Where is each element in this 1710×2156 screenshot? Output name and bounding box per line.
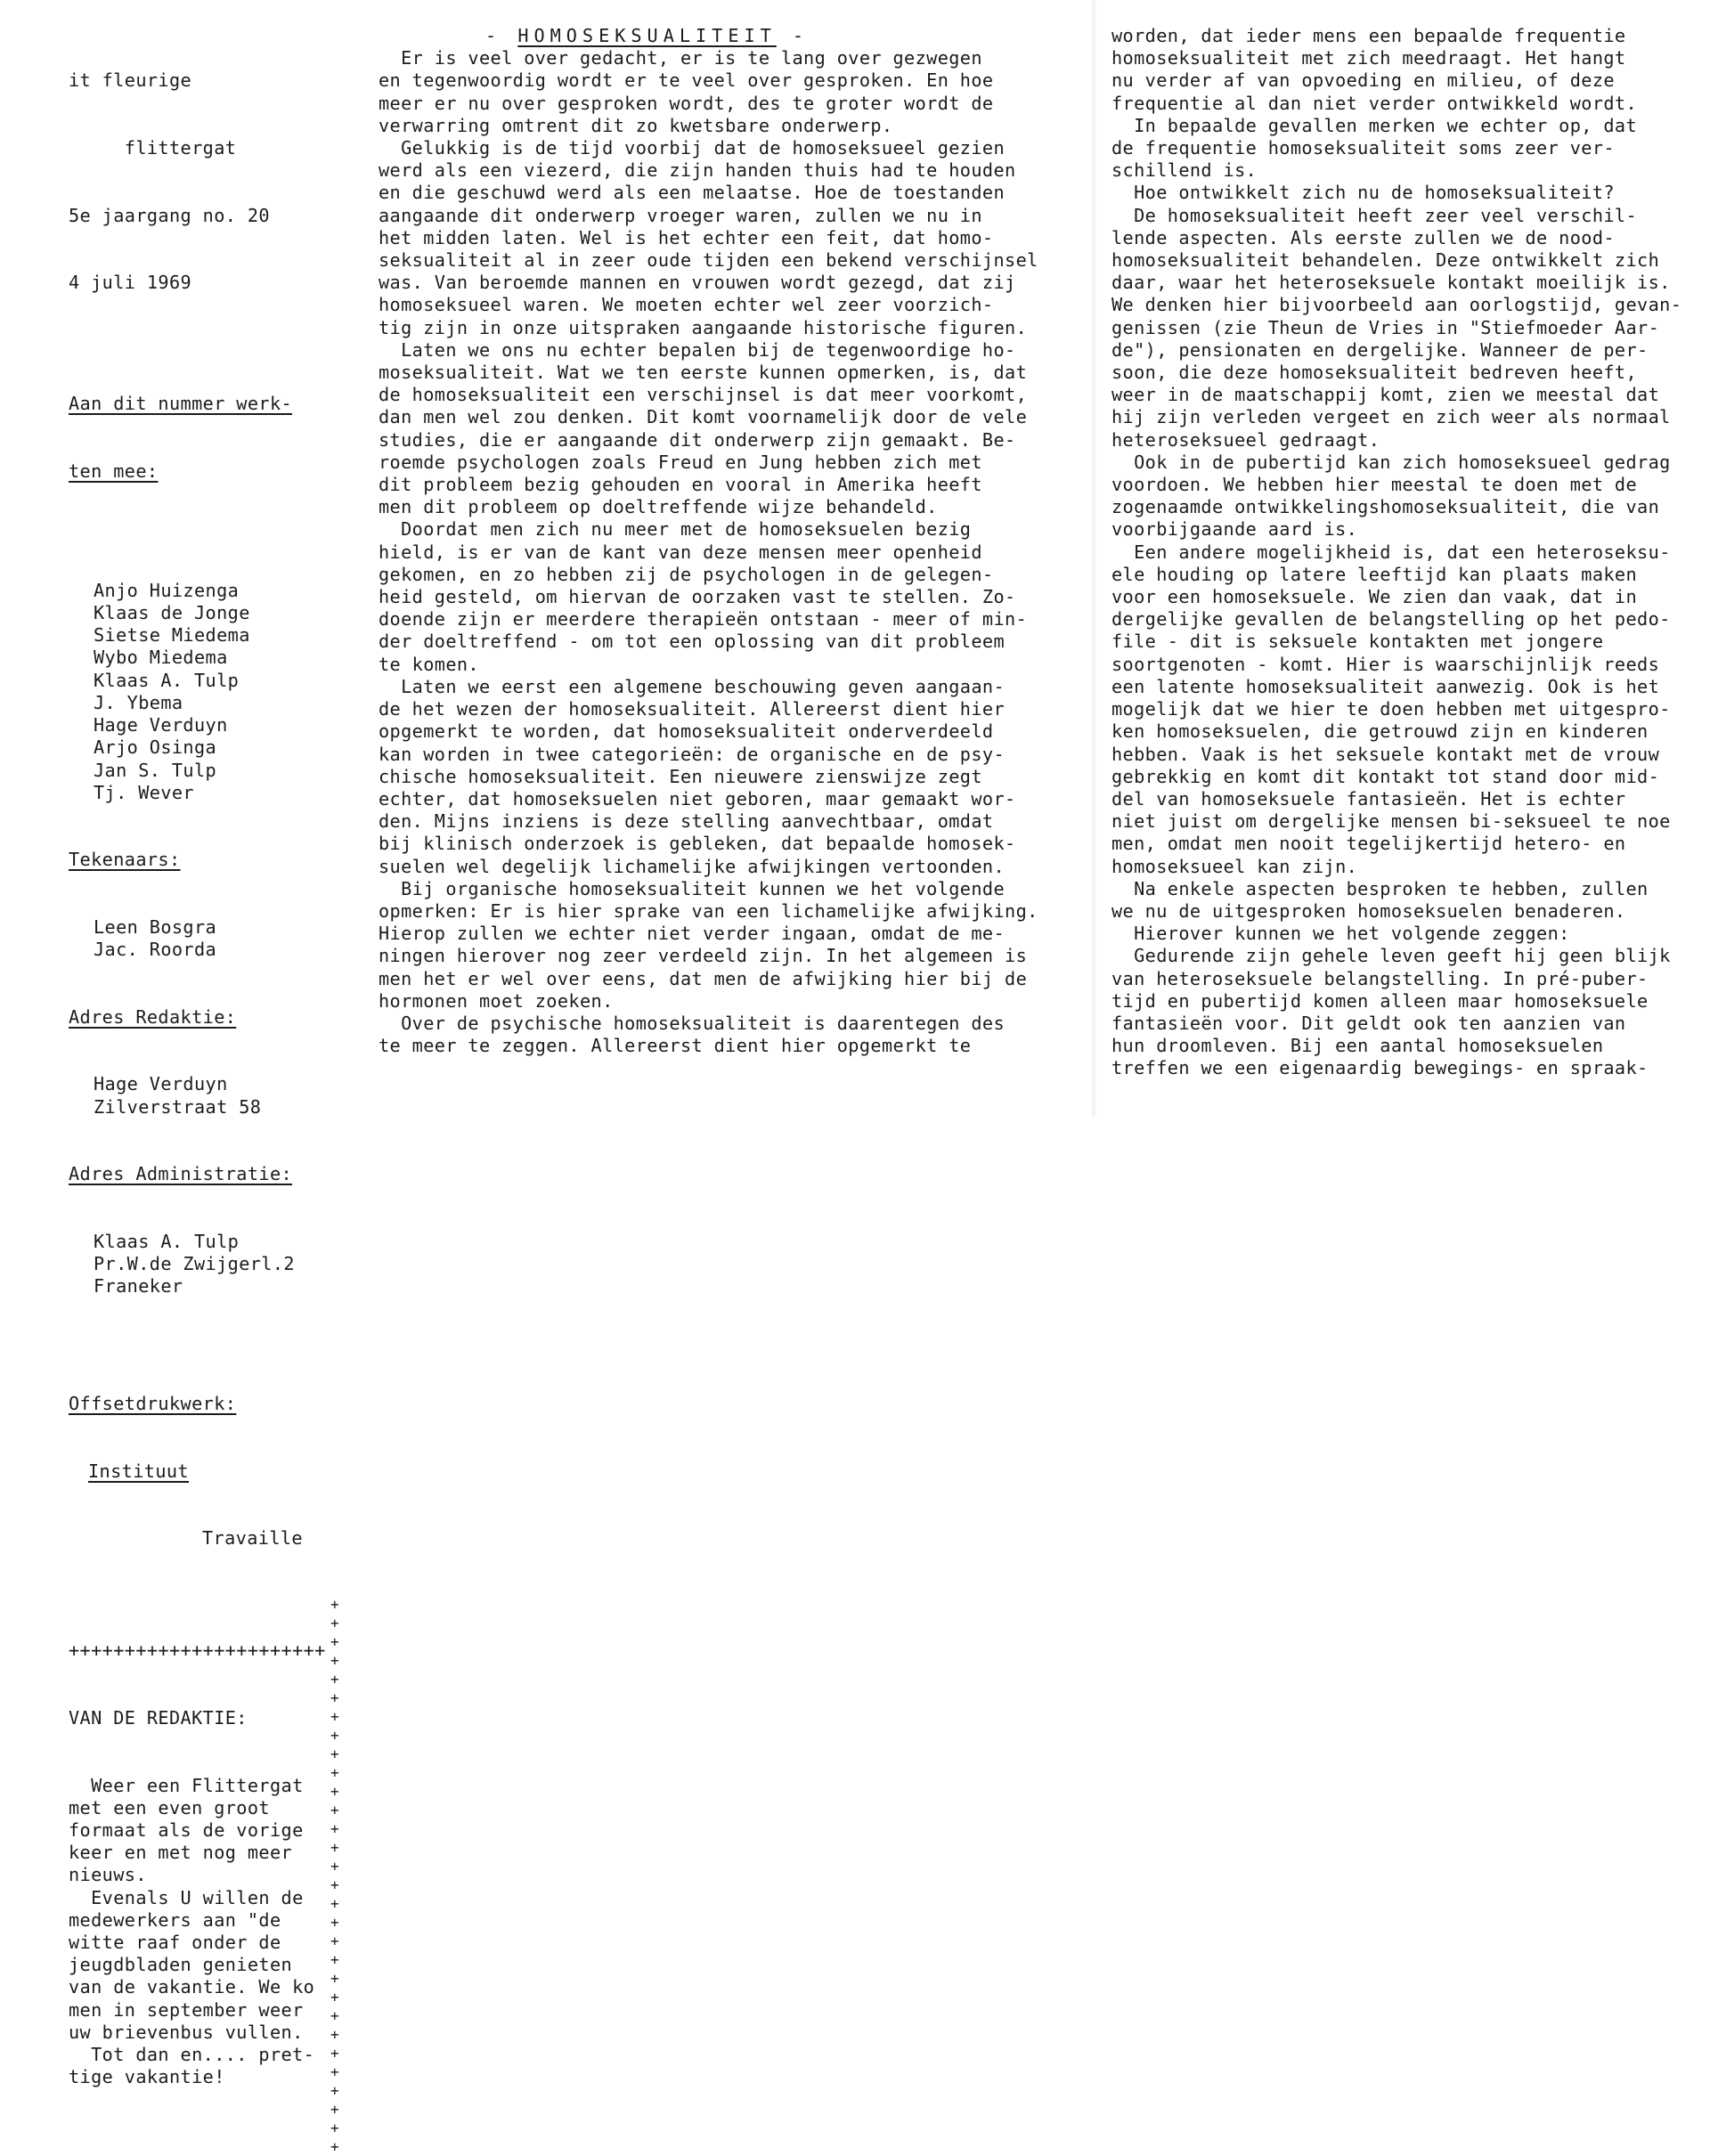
text-line: hebben. Vaak is het seksuele kontakt met de vrouw: [1112, 743, 1660, 765]
text-line: Er is veel over gedacht, er is te lang over gezwegen: [379, 47, 982, 69]
text-line: Na enkele aspecten besproken te hebben, zullen: [1112, 877, 1649, 899]
text-line: echter, dat homoseksuelen niet geboren, maar gemaakt wor-: [379, 787, 1016, 810]
text-line: Evenals U willen de: [69, 1886, 304, 1908]
text-line: voorbijgaande aard is.: [1112, 518, 1358, 541]
text-line: heid gesteld, om hiervan de oorzaken vast te stellen. Zo-: [379, 586, 1016, 608]
redaktie-heading: Adres Redaktie:: [69, 1005, 237, 1028]
text-line: we nu de uitgesproken homoseksuelen benaderen.: [1112, 899, 1626, 922]
text-line: de frequentie homoseksualiteit soms zeer ver-: [1112, 137, 1615, 159]
text-line: verwarring omtrent dit zo kwetsbare onderwerp.: [379, 114, 893, 136]
text-line: men dit probleem op doeltreffende wijze behandeld.: [379, 496, 938, 518]
text-line: ningen hierover nog zeer verdeeld zijn. In het algemeen is: [379, 945, 1028, 967]
text-line: de homoseksualiteit een verschijnsel is dat meer voorkomt,: [379, 384, 1028, 406]
text-line: formaat als de vorige: [69, 1819, 304, 1842]
text-line: het midden laten. Wel is het echter een feit, dat homo-: [379, 226, 994, 248]
text-line: uw brievenbus vullen.: [69, 2021, 304, 2043]
text-line: gebrekkig en komt dit kontakt tot stand door mid-: [1112, 765, 1660, 787]
text-line: Hierop zullen we echter niet verder ingaan, omdat de me-: [379, 923, 1006, 945]
article-title-text: HOMOSEKSUALITEIT: [517, 25, 777, 46]
text-line: Gedurende zijn gehele leven geeft hij geen blijk: [1112, 945, 1671, 967]
text-line: doende zijn er meerdere therapieën ontstaan - meer of min-: [379, 608, 1028, 631]
text-line: kan worden in twee categorieën: de organische en de psy-: [379, 743, 1006, 765]
text-line: De homoseksualiteit heeft zeer veel verschil-: [1112, 204, 1638, 226]
text-line: Bij organische homoseksualiteit kunnen we het volgende: [379, 877, 1006, 899]
offset-heading: Offsetdrukwerk:: [69, 1393, 237, 1415]
text-line: Hierover kunnen we het volgende zeggen:: [1112, 923, 1570, 945]
contributor-name: Anjo Huizenga: [94, 579, 240, 601]
address-line: Klaas A. Tulp: [94, 1230, 240, 1252]
text-line: Weer een Flittergat: [69, 1774, 304, 1796]
masthead: [69, 25, 345, 339]
tekenaar-name: Jac. Roorda: [94, 939, 217, 961]
text-line: homoseksualiteit behandelen. Deze ontwikkelt zich: [1112, 249, 1660, 272]
article-title-suffix: -: [776, 25, 810, 46]
contributor-name: Klaas de Jonge: [94, 602, 250, 624]
tekenaars-list: [69, 916, 345, 961]
article-title: [379, 25, 1069, 47]
contributor-name: J. Ybema: [94, 691, 183, 713]
text-line: moseksualiteit. Wat we ten eerste kunnen opmerken, is, dat: [379, 362, 1028, 384]
masthead-line-3: 5e jaargang no. 20: [69, 204, 270, 226]
address-line: Hage Verduyn: [94, 1073, 228, 1095]
redaktie-box: [69, 1595, 345, 2156]
text-line: Gelukkig is de tijd voorbij dat de homoseksueel gezien: [379, 137, 1006, 159]
text-line: van heteroseksuele belangstelling. In pré-puber-: [1112, 967, 1649, 989]
text-line: tig zijn in onze uitspraken aangaande historische figuren.: [379, 316, 1028, 338]
text-line: hield, is er van de kant van deze mensen meer openheid: [379, 541, 982, 563]
text-line: was. Van beroemde mannen en vrouwen wordt gezegd, dat zij: [379, 272, 1016, 294]
text-line: seksualiteit al in zeer oude tijden een bekend verschijnsel: [379, 249, 1038, 272]
text-line: niet juist om dergelijke mensen bi-seksueel te noe: [1112, 810, 1671, 833]
contributor-name: Sietse Miedema: [94, 624, 250, 647]
text-line: soon, die deze homoseksualiteit bedreven heeft,: [1112, 362, 1638, 384]
administratie-heading: Adres Administratie:: [69, 1163, 293, 1185]
text-line: en tegenwoordig wordt er te veel over gesproken. En hoe: [379, 69, 994, 92]
text-line: worden, dat ieder mens een bepaalde frequentie: [1112, 25, 1626, 46]
text-line: We denken hier bijvoorbeeld aan oorlogstijd, gevan-: [1112, 294, 1682, 316]
text-line: te komen.: [379, 653, 479, 675]
left-column: [69, 25, 345, 2156]
text-line: gekomen, en zo hebben zij de psychologen in de gelegen-: [379, 563, 994, 585]
text-line: werd als een viezerd, die zijn handen thuis had te houden: [379, 159, 1016, 182]
text-line: van de vakantie. We ko: [69, 1976, 315, 1998]
text-line: Hoe ontwikkelt zich nu de homoseksualiteit?: [1112, 182, 1615, 204]
text-line: chische homoseksualiteit. Een nieuwere zienswijze zegt: [379, 765, 982, 787]
text-line: Over de psychische homoseksualiteit is daarentegen des: [379, 1012, 1006, 1034]
middle-column: [379, 25, 1069, 1057]
text-line: aangaande dit onderwerp vroeger waren, zullen we nu in: [379, 204, 982, 226]
text-line: de"), pensionaten en dergelijke. Wanneer de per-: [1112, 338, 1649, 361]
administratie-address: [69, 1231, 345, 1298]
text-line: suelen wel degelijk lichamelijke afwijkingen vertoonden.: [379, 855, 1006, 877]
credits-heading-2: ten mee:: [69, 460, 159, 482]
text-line: medewerkers aan "de: [69, 1908, 281, 1931]
text-line: ele houding op latere leeftijd kan plaats maken: [1112, 563, 1638, 585]
text-line: frequentie al dan niet verder ontwikkeld wordt.: [1112, 92, 1638, 114]
text-line: witte raaf onder de: [69, 1932, 281, 1954]
plus-border-right: + + + + + + + + + + + + + + + + + + + + + + + + + + + + + +: [330, 1595, 340, 2155]
text-line: Tot dan en.... pret-: [69, 2044, 315, 2066]
contributors-list: [69, 580, 345, 804]
contributor-name: Klaas A. Tulp: [94, 669, 240, 691]
text-line: roemde psychologen zoals Freud en Jung hebben zich met: [379, 451, 982, 473]
redaktie-box-heading: VAN DE REDAKTIE:: [69, 1707, 248, 1729]
text-line: soortgenoten - komt. Hier is waarschijnlijk reeds: [1112, 653, 1660, 675]
text-line: homoseksueel kan zijn.: [1112, 855, 1358, 877]
text-line: treffen we een eigenaardig bewegings- en spraak-: [1112, 1057, 1649, 1079]
text-line: voordoen. We hebben hier meestal te doen met de: [1112, 474, 1638, 496]
paper-fold: [1091, 0, 1096, 1117]
address-line: Pr.W.de Zwijgerl.2: [94, 1252, 295, 1274]
text-line: file - dit is seksuele kontakten met jongere: [1112, 631, 1604, 653]
text-line: Laten we eerst een algemene beschouwing geven aangaan-: [379, 675, 1006, 697]
address-line: Zilverstraat 58: [94, 1095, 262, 1118]
credits: [69, 348, 345, 1595]
text-line: opmerken: Er is hier sprake van een lichamelijke afwijking.: [379, 899, 1038, 922]
tekenaars-heading: Tekenaars:: [69, 849, 181, 871]
masthead-line-4: 4 juli 1969: [69, 272, 192, 294]
contributor-name: Wybo Miedema: [94, 647, 228, 669]
text-line: tijd en pubertijd komen alleen maar homoseksuele: [1112, 989, 1649, 1012]
text-line: Ook in de pubertijd kan zich homoseksueel gedrag: [1112, 451, 1671, 473]
text-line: homoseksualiteit met zich meedraagt. Het hangt: [1112, 47, 1626, 69]
text-line: fantasieën voor. Dit geldt ook ten aanzien van: [1112, 1012, 1626, 1034]
address-line: Franeker: [94, 1275, 183, 1298]
text-line: Doordat men zich nu meer met de homoseksuelen bezig: [379, 518, 972, 541]
text-line: dit probleem bezig gehouden en vooral in Amerika heeft: [379, 474, 982, 496]
article-body-middle: [379, 47, 1069, 1057]
contributor-name: Hage Verduyn: [94, 714, 228, 736]
text-line: Laten we ons nu echter bepalen bij de tegenwoordige ho-: [379, 338, 1016, 361]
text-line: hormonen moet zoeken.: [379, 989, 614, 1012]
text-line: daar, waar het heteroseksuele kontakt moeilijk is.: [1112, 272, 1671, 294]
text-line: te meer te zeggen. Allereerst dient hier opgemerkt te: [379, 1035, 972, 1057]
text-line: een latente homoseksualiteit aanwezig. Ook is het: [1112, 675, 1660, 697]
article-body-right: [1112, 25, 1710, 1080]
text-line: hij zijn verleden vergeet en zich weer als normaal: [1112, 406, 1671, 428]
text-line: nu verder af van opvoeding en milieu, of deze: [1112, 69, 1615, 92]
text-line: opgemerkt te worden, dat homoseksualiteit onderverdeeld: [379, 720, 994, 743]
text-line: de het wezen der homoseksualiteit. Allereerst dient hier: [379, 698, 1006, 720]
text-line: In bepaalde gevallen merken we echter op, dat: [1112, 114, 1638, 136]
text-line: meer er nu over gesproken wordt, des te groter wordt de: [379, 92, 994, 114]
text-line: bij klinisch onderzoek is gebleken, dat bepaalde homosek-: [379, 833, 1016, 855]
credits-heading-1: Aan dit nummer werk-: [69, 393, 293, 415]
text-line: met een even groot: [69, 1796, 270, 1818]
text-line: Een andere mogelijkheid is, dat een heteroseksu-: [1112, 541, 1671, 563]
plus-border-top: +++++++++++++++++++++++: [69, 1639, 326, 1662]
text-line: zogenaamde ontwikkelingshomoseksualiteit, die van: [1112, 496, 1660, 518]
masthead-line-1: it fleurige: [69, 69, 192, 92]
text-line: homoseksueel waren. We moeten echter wel zeer voorzich-: [379, 294, 994, 316]
text-line: der doeltreffend - om tot een oplossing van dit probleem: [379, 631, 1006, 653]
contributor-name: Jan S. Tulp: [94, 759, 217, 781]
text-line: en die geschuwd werd als een melaatse. Hoe de toestanden: [379, 182, 1006, 204]
text-line: del van homoseksuele fantasieën. Het is echter: [1112, 787, 1626, 810]
offset-line-2: Travaille: [202, 1527, 303, 1550]
redaktie-address: [69, 1073, 345, 1118]
text-line: nieuws.: [69, 1864, 147, 1886]
text-line: hun droomleven. Bij een aantal homoseksuelen: [1112, 1035, 1604, 1057]
article-title-prefix: -: [485, 25, 518, 46]
text-line: men, omdat men nooit tegelijkertijd hetero- en: [1112, 833, 1626, 855]
text-line: men het er wel over eens, dat men de afwijking hier bij de: [379, 967, 1028, 989]
contributor-name: Tj. Wever: [94, 781, 194, 803]
text-line: keer en met nog meer: [69, 1842, 293, 1864]
text-line: mogelijk dat we hier te doen hebben met uitgespro-: [1112, 698, 1671, 720]
text-line: lende aspecten. Als eerste zullen we de nood-: [1112, 226, 1615, 248]
tekenaar-name: Leen Bosgra: [94, 915, 217, 938]
text-line: heteroseksueel gedraagt.: [1112, 428, 1380, 451]
text-line: men in september weer: [69, 1998, 304, 2021]
text-line: genissen (zie Theun de Vries in "Stiefmoeder Aar-: [1112, 316, 1660, 338]
text-line: studies, die er aangaande dit onderwerp zijn gemaakt. Be-: [379, 428, 1016, 451]
text-line: ken homoseksuelen, die getrouwd zijn en kinderen: [1112, 720, 1649, 743]
right-column: [1112, 25, 1710, 1080]
text-line: weer in de maatschappij komt, zien we meestal dat: [1112, 384, 1660, 406]
text-line: schillend is.: [1112, 159, 1258, 182]
contributor-name: Arjo Osinga: [94, 736, 217, 759]
text-line: dan men wel zou denken. Dit komt voornamelijk door de vele: [379, 406, 1028, 428]
text-line: voor een homoseksuele. We zien dan vaak, dat in: [1112, 586, 1638, 608]
offset-line-1: Instituut: [88, 1460, 189, 1482]
text-line: den. Mijns inziens is deze stelling aanvechtbaar, omdat: [379, 810, 994, 833]
text-line: dergelijke gevallen de belangstelling op het pedo-: [1112, 608, 1671, 631]
redaktie-box-text: [69, 1775, 345, 2089]
text-line: tige vakantie!: [69, 2066, 225, 2088]
text-line: jeugdbladen genieten: [69, 1954, 293, 1976]
masthead-line-2: flittergat: [69, 137, 237, 159]
